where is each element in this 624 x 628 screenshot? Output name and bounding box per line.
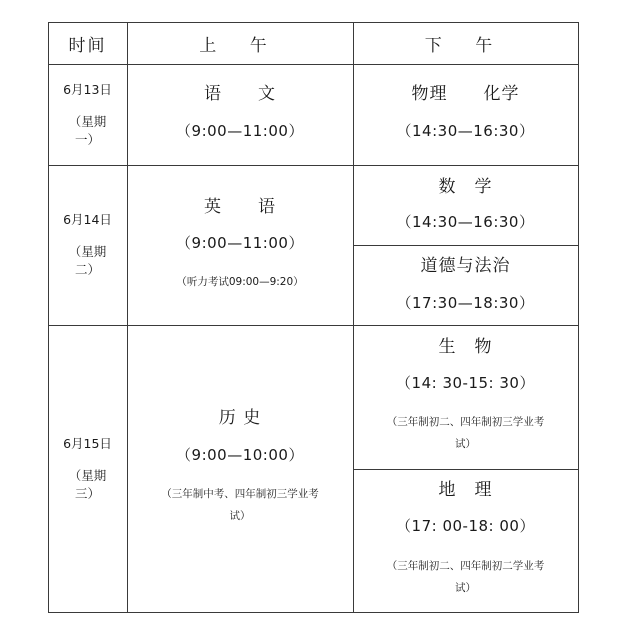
weekday-day3-line1: （星期: [68, 467, 107, 483]
afternoon-cell-day2-a: [353, 165, 578, 245]
subject-chinese: 语 文: [204, 84, 276, 104]
weekday-day1-line2: 一）: [74, 131, 100, 147]
note-history-line1: （三年制中考、四年制初三学业考: [161, 488, 319, 500]
subject-geography: 地 理: [438, 480, 493, 500]
subject-history: 历 史: [218, 408, 262, 428]
time-ethics-law: （17:30—18:30）: [396, 294, 535, 312]
date-day2: 6月14日: [63, 212, 112, 227]
weekday-day3-line2: 三）: [74, 485, 100, 501]
afternoon-cell-day2-b: [353, 245, 578, 325]
weekday-day1-line1: （星期: [68, 113, 107, 129]
header-morning: 上 午: [199, 35, 281, 56]
note-geography-line2: 试）: [455, 582, 476, 594]
date-day3: 6月15日: [63, 435, 112, 451]
subject-biology: 生 物: [438, 337, 493, 357]
note-biology-line1: （三年制初二、四年制初三学业考: [386, 416, 545, 428]
subject-math: 数 学: [438, 177, 493, 197]
header-time: 时间: [68, 35, 107, 56]
date-day1: 6月13日: [63, 81, 112, 97]
morning-cell-day2: [127, 165, 353, 325]
subject-physics-chemistry: 物理 化学: [411, 84, 520, 104]
time-history: （9:00—10:00）: [176, 446, 304, 464]
subject-ethics-law: 道德与法治: [420, 256, 511, 276]
note-biology-line2: 试）: [455, 438, 476, 450]
afternoon-cell-day3-a: [353, 325, 578, 469]
time-biology: （14: 30-15: 30）: [396, 374, 535, 392]
date-cell-day2: [48, 165, 127, 325]
note-geography-line1: （三年制初二、四年制初二学业考: [386, 560, 545, 572]
date-cell-day1: [48, 64, 127, 165]
morning-cell-day3: [127, 325, 353, 612]
table-border-right: [578, 22, 579, 613]
header-afternoon: 下 午: [424, 35, 507, 56]
time-math: （14:30—16:30）: [396, 213, 535, 231]
subject-english: 英 语: [204, 197, 276, 217]
note-listening-test: （听力考试09:00—9:20）: [176, 276, 304, 288]
afternoon-cell-day3-b: [353, 469, 578, 612]
time-chinese: （9:00—11:00）: [176, 122, 304, 140]
note-history-line2: 试）: [229, 510, 251, 522]
weekday-day2-line1: （星期: [68, 244, 107, 259]
date-cell-day3: [48, 325, 127, 612]
time-geography: （17: 00-18: 00）: [396, 517, 535, 535]
time-physics-chemistry: （14:30—16:30）: [396, 122, 535, 140]
afternoon-cell-day1: [353, 64, 578, 165]
morning-cell-day1: [127, 64, 353, 165]
weekday-day2-line2: 二）: [74, 262, 100, 277]
time-english: （9:00—11:00）: [176, 234, 304, 252]
